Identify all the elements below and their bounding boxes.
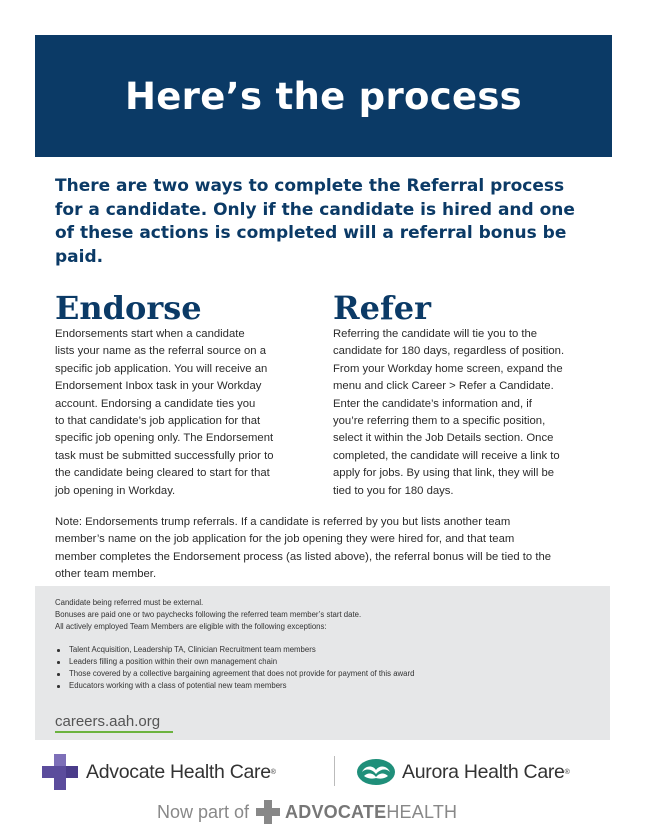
text-line: select it within the Job Details section. Once bbox=[333, 432, 554, 445]
text-line: lists your name as the referral source on a bbox=[55, 345, 266, 358]
text-line: other team member. bbox=[55, 568, 157, 581]
advocate-health-cross-icon bbox=[255, 799, 281, 825]
text-line: account. Endorsing a candidate ties you bbox=[55, 397, 256, 410]
text-line: Endorsements start when a candidate bbox=[55, 328, 245, 340]
text-line: member completes the Endorsement process (as listed above), the referral bonus will be tied to the bbox=[55, 550, 552, 563]
fine-print-line: All actively employed Team Members are eligible with the following exceptions: bbox=[55, 622, 327, 631]
list-item: Leaders filling a position within their own management chain bbox=[55, 656, 595, 668]
text-line: Note: Endorsements trump referrals. If a candidate is referred by you but lists another team bbox=[55, 516, 511, 528]
text-line: menu and click Career > Refer a Candidate. bbox=[333, 380, 554, 393]
fine-print bbox=[55, 597, 595, 692]
text-line: the candidate being cleared to start for that bbox=[55, 467, 270, 480]
text-line: specific job application. You will receive an bbox=[55, 362, 268, 375]
tagline-prefix: Now part of bbox=[157, 801, 250, 822]
text-line: Referring the candidate will tie you to the bbox=[333, 328, 538, 340]
tagline-brand-light: HEALTH bbox=[386, 801, 458, 822]
tagline bbox=[157, 797, 457, 827]
text-line: apply for jobs. By using that link, they will be bbox=[333, 467, 555, 480]
text-line: Endorsement Inbox task in your Workday bbox=[55, 380, 262, 393]
fine-print-line: Candidate being referred must be external. bbox=[55, 598, 204, 607]
list-item: Talent Acquisition, Leadership TA, Clinician Recruitment team members bbox=[55, 644, 595, 656]
endorse-body bbox=[55, 326, 305, 500]
text-line: member’s name on the job application for the job opening they were hired for, and that team bbox=[55, 533, 515, 546]
text-line: candidate for 180 days, regardless of position. bbox=[333, 345, 565, 358]
text-line: to that candidate’s job application for that bbox=[55, 415, 261, 428]
endorse-heading: Endorse bbox=[55, 289, 202, 327]
advocate-name: Advocate Health Care bbox=[86, 760, 271, 783]
text-line: From your Workday home screen, expand the bbox=[333, 362, 563, 375]
refer-section bbox=[333, 290, 588, 500]
registered-mark: ® bbox=[564, 768, 570, 776]
intro-text: There are two ways to complete the Referral process for a candidate. Only if the candidate is hired and one of these actions is completed will a referral bonus be paid. bbox=[55, 176, 575, 267]
link-underline bbox=[55, 731, 173, 733]
tagline-brand-bold: ADVOCATE bbox=[285, 801, 387, 822]
aurora-hands-icon bbox=[355, 757, 397, 787]
text-line: you’re referring them to a specific position, bbox=[333, 415, 546, 428]
fine-print-line: Bonuses are paid one or two paychecks following the referred team member’s start date. bbox=[55, 610, 362, 619]
aurora-name: Aurora Health Care bbox=[402, 760, 565, 783]
endorse-section bbox=[55, 290, 305, 500]
refer-body bbox=[333, 326, 588, 500]
refer-heading: Refer bbox=[333, 289, 431, 327]
careers-link[interactable]: careers.aah.org bbox=[55, 713, 161, 730]
page-title: Here’s the process bbox=[125, 74, 522, 118]
text-line: tied to you for 180 days. bbox=[333, 484, 454, 497]
registered-mark: ® bbox=[270, 768, 276, 776]
text-line: job opening in Workday. bbox=[55, 484, 176, 497]
advocate-cross-icon bbox=[40, 752, 80, 792]
exceptions-list bbox=[55, 644, 595, 692]
header-banner bbox=[35, 35, 612, 157]
note-paragraph bbox=[55, 514, 595, 584]
logo-divider bbox=[334, 756, 335, 786]
text-line: specific job opening only. The Endorsement bbox=[55, 432, 274, 445]
aurora-logo bbox=[355, 752, 570, 792]
list-item: Those covered by a collective bargaining agreement that does not provide for payment of this award bbox=[55, 668, 595, 680]
text-line: Enter the candidate’s information and, if bbox=[333, 397, 532, 410]
advocate-logo bbox=[40, 752, 276, 792]
text-line: completed, the candidate will receive a link to bbox=[333, 449, 560, 462]
list-item: Educators working with a class of potential new team members bbox=[55, 680, 595, 692]
text-line: task must be submitted successfully prior to bbox=[55, 449, 274, 462]
